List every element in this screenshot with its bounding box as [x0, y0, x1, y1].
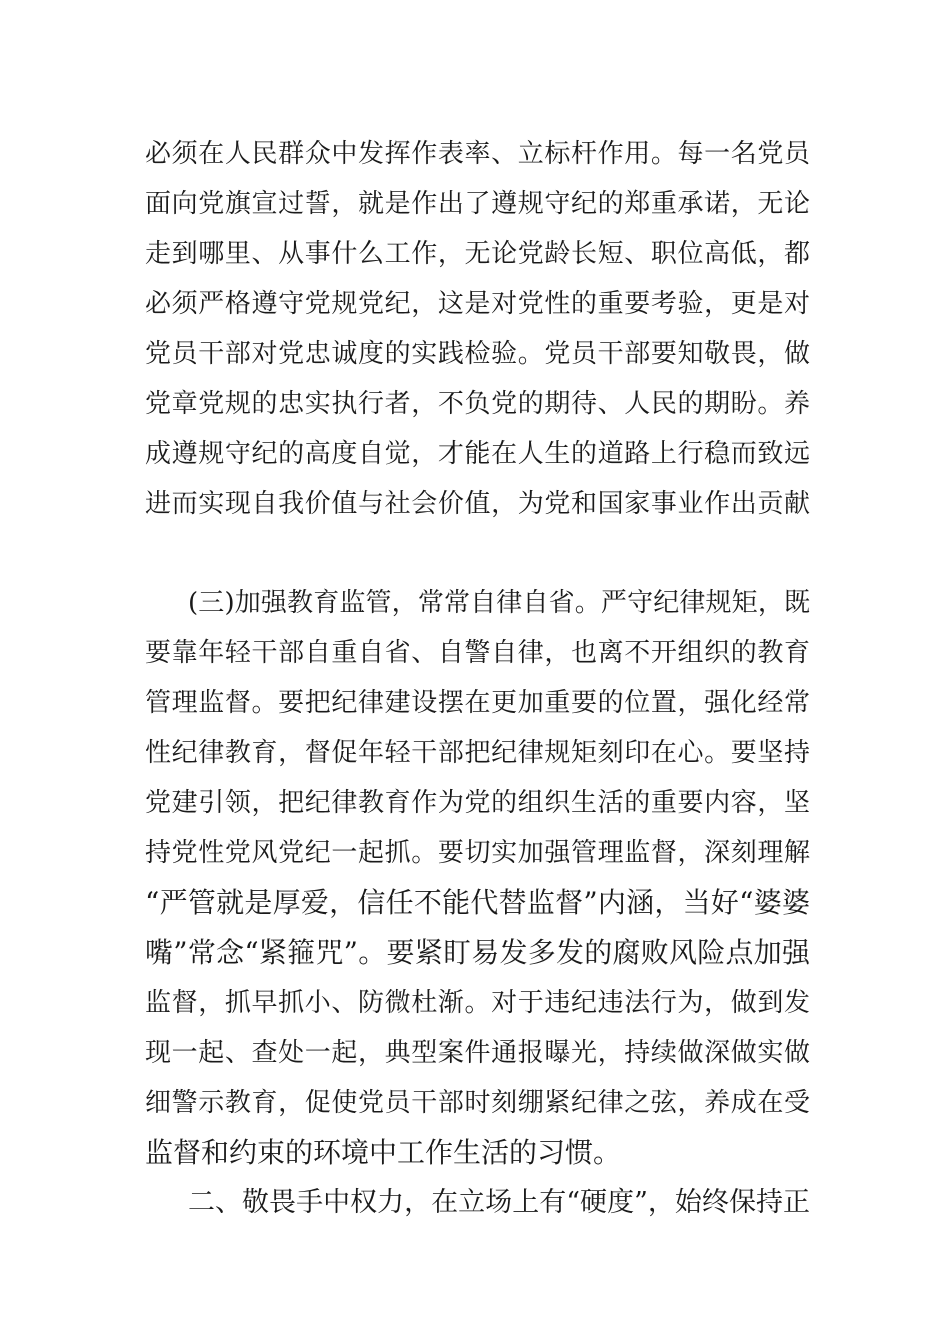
paragraph-1-line-3: 走到哪里、从事什么工作，无论党龄长短、职位高低，都: [145, 239, 810, 269]
paragraph-1-line-7: 成遵规守纪的高度自觉，才能在人生的道路上行稳而致远: [145, 439, 810, 469]
section-heading-line: 二、敬畏手中权力，在立场上有“硬度”，始终保持正: [188, 1187, 810, 1218]
paragraph-1-line-8: 进而实现自我价值与社会价值，为党和国家事业作出贡献: [145, 489, 810, 519]
paragraph-2-line-6: 持党性党风党纪一起抓。要切实加强管理监督，深刻理解: [145, 838, 810, 868]
paragraph-2-line-3: 管理监督。要把纪律建设摆在更加重要的位置，强化经常: [145, 688, 810, 718]
paragraph-2-line-2: 要靠年轻干部自重自省、自警自律，也离不开组织的教育: [145, 638, 810, 668]
paragraph-1-line-1: 必须在人民群众中发挥作表率、立标杆作用。每一名党员: [145, 139, 810, 169]
paragraph-2-line-12: 监督和约束的环境中工作生活的习惯。: [145, 1136, 622, 1169]
paragraph-2-line-7: “严管就是厚爱，信任不能代替监督”内涵，当好“婆婆: [145, 886, 810, 919]
paragraph-2-line-11: 细警示教育，促使党员干部时刻绷紧纪律之弦，养成在受: [145, 1088, 810, 1118]
paragraph-2-line-10: 现一起、查处一起，典型案件通报曝光，持续做深做实做: [145, 1038, 810, 1068]
paragraph-1-line-2: 面向党旗宣过誓，就是作出了遵规守纪的郑重承诺，无论: [145, 189, 810, 219]
paragraph-1-line-6: 党章党规的忠实执行者，不负党的期待、人民的期盼。养: [145, 389, 810, 419]
paragraph-2-line-9: 监督，抓早抓小、防微杜渐。对于违纪违法行为，做到发: [145, 988, 810, 1018]
paragraph-1-line-5: 党员干部对党忠诚度的实践检验。党员干部要知敬畏，做: [145, 339, 810, 369]
paragraph-2-line-1: (三)加强教育监管，常常自律自省。严守纪律规矩，既: [188, 588, 810, 618]
paragraph-2-line-4: 性纪律教育，督促年轻干部把纪律规矩刻印在心。要坚持: [145, 738, 810, 768]
paragraph-1-line-4: 必须严格遵守党规党纪，这是对党性的重要考验，更是对: [145, 289, 810, 319]
paragraph-2-line-5: 党建引领，把纪律教育作为党的组织生活的重要内容，坚: [145, 788, 810, 818]
paragraph-2-line-8: 嘴”常念“紧箍咒”。要紧盯易发多发的腐败风险点加强: [145, 936, 810, 969]
